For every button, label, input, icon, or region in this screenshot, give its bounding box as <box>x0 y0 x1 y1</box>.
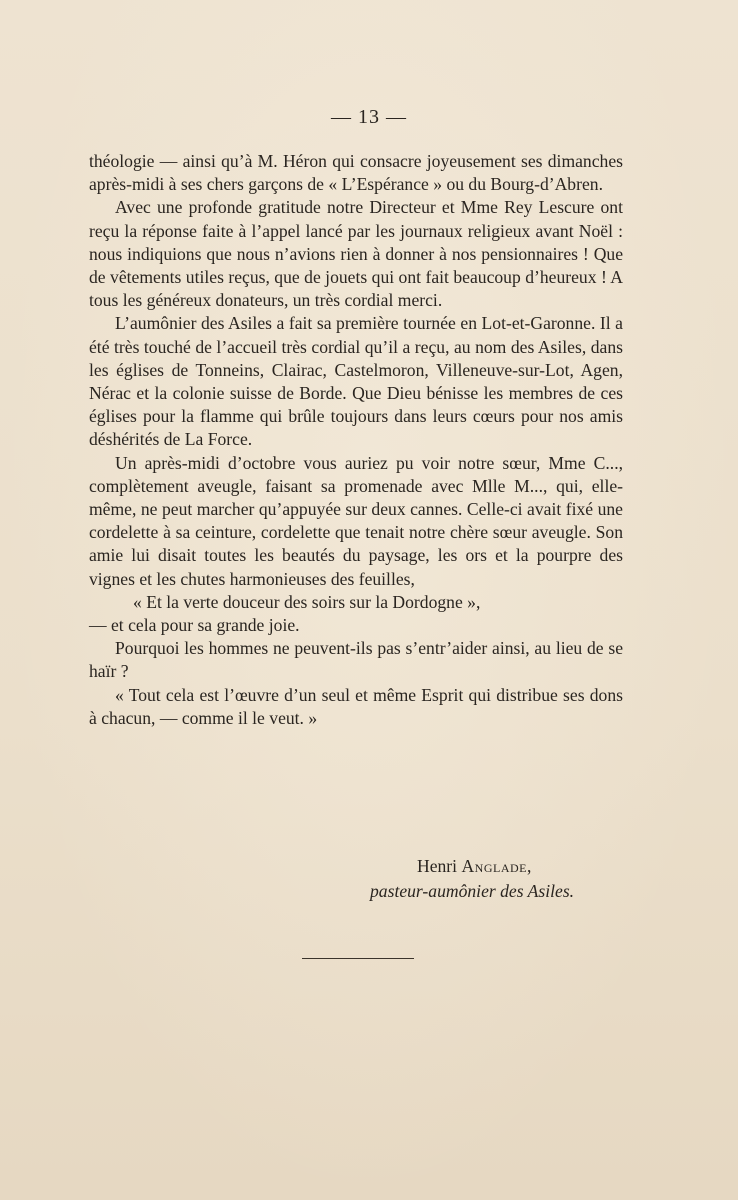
signature-last-name: Anglade, <box>461 856 532 876</box>
verse-continuation: — et cela pour sa grande joie. <box>89 615 300 636</box>
paragraph-question: Pourquoi les hommes ne peuvent-ils pas s’entr’aider ainsi, au lieu de se haïr ? <box>89 638 623 682</box>
signature-title: pasteur-aumônier des Asiles. <box>370 881 575 901</box>
paragraph-gratitude: Avec une profonde gratitude notre Directeur et Mme Rey Lescure ont reçu la réponse faite à l’appel lancé par les journaux religieux avant Noël : nous indiquions que nous n’avions rien à donner à nos pensionnaires ! Que de vêtements utiles reçus, que de jouets qui ont fait beaucoup d’heureux ! A tous les généreux donateurs, un très cordial merci. <box>89 197 623 311</box>
body-text <box>89 150 623 730</box>
paragraph-continuation: théologie — ainsi qu’à M. Héron qui consacre joyeusement ses dimanches après-midi à ses chers garçons de « L’Espérance » ou du Bourg-d’Abren. <box>89 151 623 195</box>
closing-rule <box>302 958 414 959</box>
paragraph-tour: L’aumônier des Asiles a fait sa première tournée en Lot-et-Garonne. Il a été très touché de l’accueil très cordial qu’il a reçu, au nom des Asiles, dans les églises de Tonneins, Clairac, Castelmoron, Villeneuve-sur-Lot, Agen, Nérac et la colonie suisse de Borde. Que Dieu bénisse les membres de ces églises pour la flamme qui brûle toujours dans leurs cœurs pour nos amis déshérités de La Force. <box>89 313 623 450</box>
verse-quote: « Et la verte douceur des soirs sur la Dordogne », <box>133 591 481 612</box>
paragraph-closing-quote: « Tout cela est l’œuvre d’un seul et même Esprit qui distribue ses dons à chacun, — comme il le veut. » <box>89 684 623 728</box>
signature-block <box>0 856 738 926</box>
signature-first-name: Henri <box>417 856 458 876</box>
page-number: — 13 — <box>331 106 407 128</box>
paragraph-walk: Un après-midi d’octobre vous auriez pu voir notre sœur, Mme C..., complètement aveugle, faisant sa promenade avec Mlle M..., qui, elle-même, ne peut marcher qu’appuyée sur deux cannes. Celle-ci avait fixé une cordelette à sa ceinture, cordelette que tenait notre chère sœur aveugle. Son amie lui disait toutes les beautés du paysage, les ors et la pourpre des vignes et les chutes harmonieuses des feuilles, <box>89 452 623 589</box>
signature-name <box>417 856 532 877</box>
